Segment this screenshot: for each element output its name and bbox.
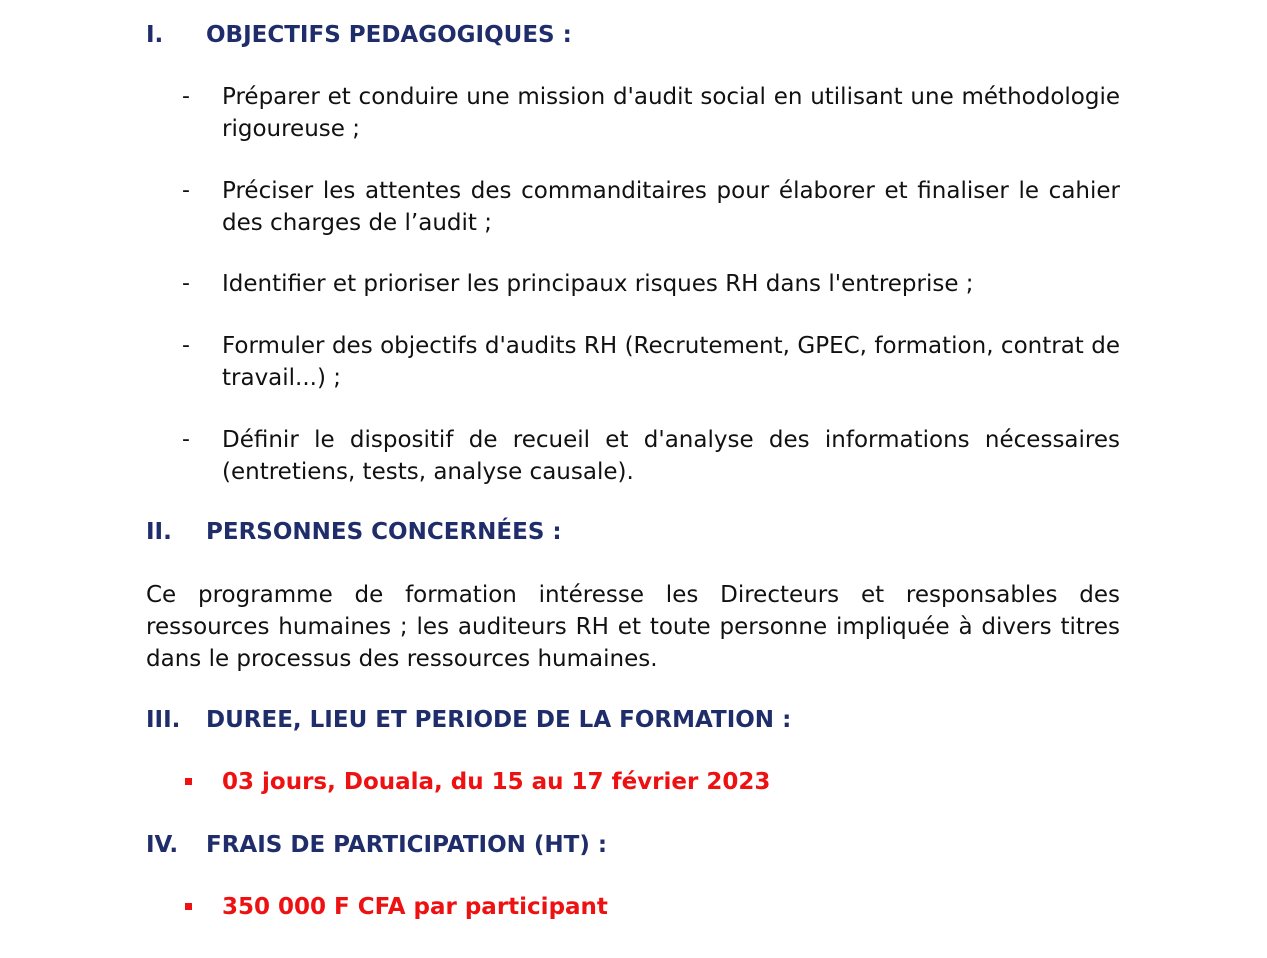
list-item-text: Formuler des objectifs d'audits RH (Recrutement, GPEC, formation, contrat de travail...) ; [222, 333, 1120, 391]
section-heading-objectifs [146, 19, 572, 51]
dash-bullet: - [182, 84, 190, 109]
list-item-text: Définir le dispositif de recueil et d'analyse des informations nécessaires (entretiens, tests, analyse causale). [222, 427, 1120, 485]
personnes-paragraph: Ce programme de formation intéresse les Directeurs et responsables des ressources humaines ; les auditeurs RH et toute personne impliquée à divers titres dans le processus des ressources humaines. [146, 582, 1120, 672]
dash-bullet: - [182, 333, 190, 358]
section-number: IV. [146, 832, 179, 858]
dash-bullet: - [182, 271, 190, 296]
section-heading-duree [146, 704, 791, 736]
list-item-text: Préparer et conduire une mission d'audit social en utilisant une méthodologie rigoureuse ; [222, 84, 1120, 142]
section-heading-frais [146, 829, 607, 861]
section-title: OBJECTIFS PEDAGOGIQUES : [206, 22, 572, 48]
dash-bullet: - [182, 178, 190, 203]
section-number: II. [146, 519, 172, 545]
square-bullet-icon [185, 903, 192, 910]
section-number: III. [146, 707, 181, 733]
section-number: I. [146, 22, 164, 48]
list-item-text: Préciser les attentes des commanditaires pour élaborer et finaliser le cahier des charges de l’audit ; [222, 178, 1120, 236]
section-heading-personnes [146, 516, 562, 548]
duree-highlight-text: 03 jours, Douala, du 15 au 17 février 2023 [222, 769, 771, 795]
section-title: PERSONNES CONCERNÉES : [206, 519, 562, 545]
square-bullet-icon [185, 778, 192, 785]
list-item-text: Identifier et prioriser les principaux risques RH dans l'entreprise ; [222, 271, 974, 297]
dash-bullet: - [182, 427, 190, 452]
frais-highlight-text: 350 000 F CFA par participant [222, 894, 608, 920]
section-title: FRAIS DE PARTICIPATION (HT) : [206, 832, 608, 858]
section-title: DUREE, LIEU ET PERIODE DE LA FORMATION : [206, 707, 792, 733]
